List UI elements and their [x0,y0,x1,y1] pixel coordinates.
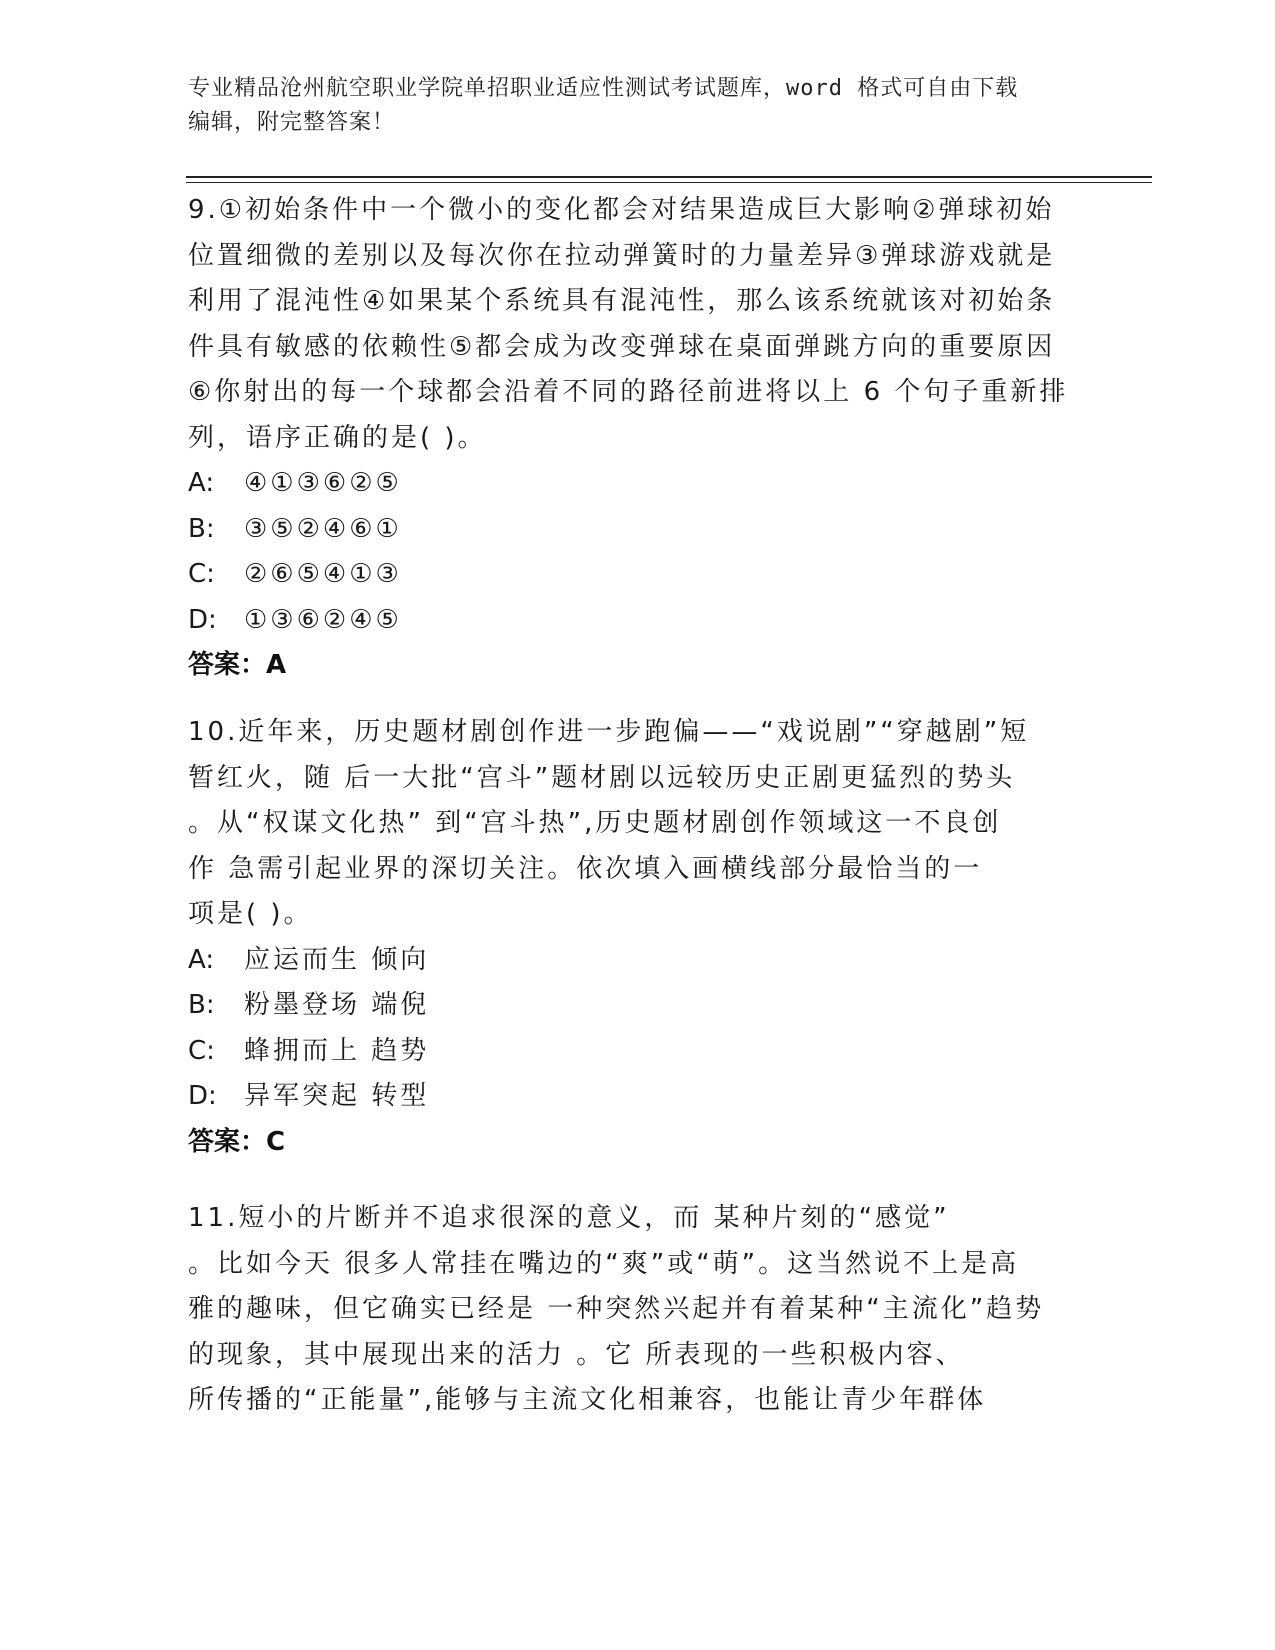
option-d [188,598,1088,644]
question-text-line: 位置细微的差别以及每次你在拉动弹簧时的力量差异③弹球游戏就是 [188,240,1056,271]
question-text-line: 。比如今天 很多人常挂在嘴边的“爽”或“萌”。这当然说不上是高 [188,1248,1020,1279]
option-text: 蜂拥而上 趋势 [244,1035,430,1066]
option-c [188,552,1088,598]
question-text-line: 。从“权谋文化热” 到“宫斗热”,历史题材剧创作领域这一不良创 [188,808,1002,838]
question-text-line: 雅的趣味，但它确实已经是 一种突然兴起并有着某种“主流化”趋势 [188,1294,1045,1324]
option-d [188,1074,1088,1120]
question-text-line: 9.①初始条件中一个微小的变化都会对结果造成巨大影响②弹球初始 [188,195,1055,225]
option-c [188,1029,1088,1075]
option-b [188,983,1088,1029]
question-11 [188,1196,1088,1424]
question-text-line: 的现象，其中展现出来的活力 。它 所表现的一些积极内容、 [188,1339,965,1370]
header-divider-thin [186,182,1152,183]
question-text-line: 件具有敏感的依赖性⑤都会成为改变弹球在桌面弹跳方向的重要原因 [188,331,1056,362]
question-text-line: 项是( )。 [188,899,313,929]
question-text-line: 10.近年来，历史题材剧创作进一步跑偏——“戏说剧”“穿越剧”短 [188,717,1030,747]
header-divider-thick [186,176,1152,178]
question-text-line: 利用了混沌性④如果某个系统具有混沌性，那么该系统就该对初始条 [188,286,1056,316]
question-text-line: ⑥你射出的每一个球都会沿着不同的路径前进将以上 6 个句子重新排 [188,377,1069,407]
option-text: 粉墨登场 端倪 [244,990,430,1020]
option-key: B: [188,513,215,544]
option-b [188,507,1088,553]
option-text: ①③⑥②④⑤ [244,604,402,635]
question-text-line: 所传播的“正能量”,能够与主流文化相兼容，也能让青少年群体 [188,1385,987,1415]
question-9 [188,188,1088,689]
question-text-line: 暂红火，随 后一大批“宫斗”题材剧以远较历史正剧更猛烈的势头 [188,762,1016,793]
option-a [188,938,1088,984]
question-text-line: 11.短小的片断并不追求很深的意义，而 某种片刻的“感觉” [188,1203,950,1233]
answer-line: 答案：C [188,1126,286,1157]
header-line-1: 专业精品沧州航空职业学院单招职业适应性测试考试题库，word 格式可自由下载 [188,76,1019,101]
question-text-line: 作 急需引起业界的深切关注。依次填入画横线部分最恰当的一 [188,853,983,884]
question-text-line: 列，语序正确的是( )。 [188,422,487,453]
answer-line: 答案：A [188,650,287,680]
option-text: ②⑥⑤④①③ [244,559,402,589]
option-key: D: [188,1081,217,1111]
header-line-2: 编辑，附完整答案！ [188,110,396,135]
option-key: C: [188,1035,215,1066]
option-key: B: [188,990,215,1020]
option-text: 应运而生 倾向 [244,944,430,975]
option-key: D: [188,604,217,635]
option-text: ③⑤②④⑥① [244,513,402,544]
option-text: ④①③⑥②⑤ [244,468,402,498]
option-key: A: [188,944,215,975]
question-10 [188,710,1088,1165]
option-text: 异军突起 转型 [244,1081,430,1111]
option-key: A: [188,468,215,498]
option-a [188,461,1088,507]
page-header [188,72,1068,140]
option-key: C: [188,559,215,589]
